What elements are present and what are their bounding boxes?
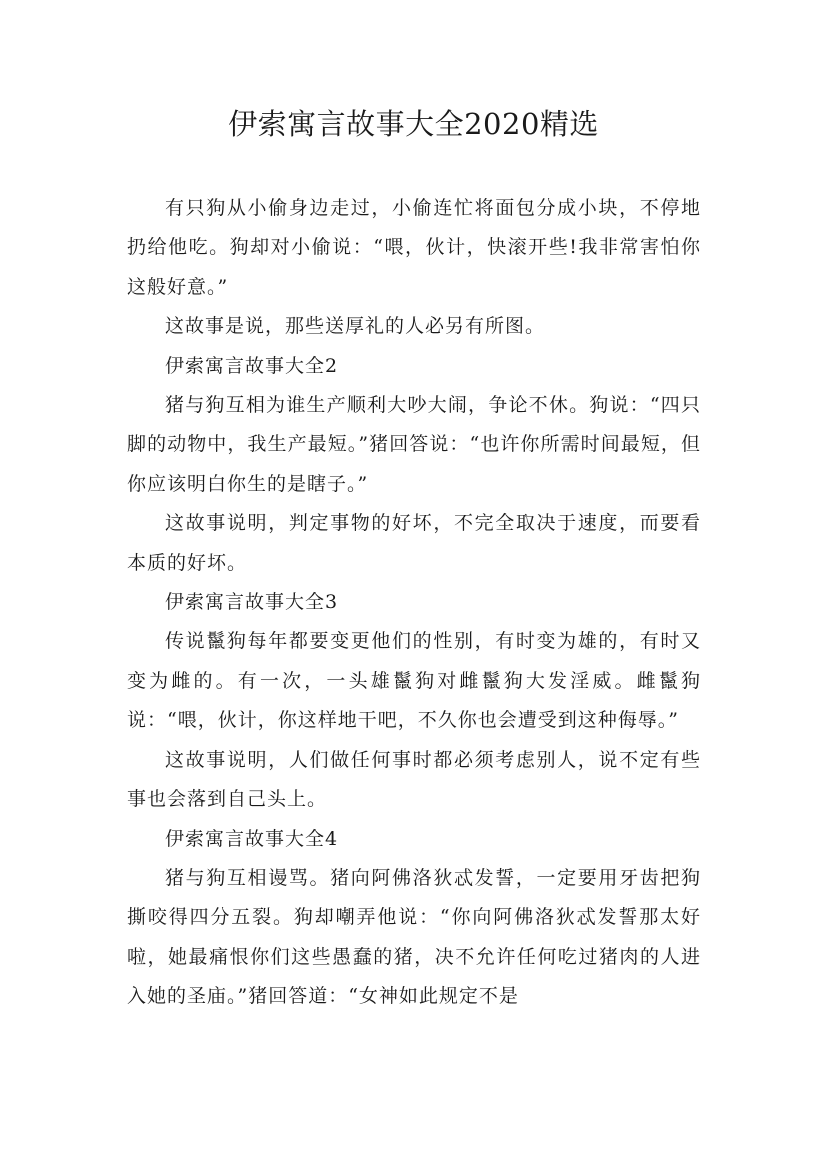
section-heading: 伊索寓言故事大全3 <box>165 591 339 614</box>
document-body <box>127 189 701 1017</box>
story-moral: 这故事是说，那些送厚礼的人必另有所图。 <box>165 315 546 338</box>
section-heading: 伊索寓言故事大全4 <box>165 827 339 850</box>
story-paragraph: 猪与狗互相谩骂。猪向阿佛洛狄忒发誓，一定要用牙齿把狗撕咬得四分五裂。狗却嘲弄他说：“你向阿佛洛狄忒发誓那太好啦，她最痛恨你们这些愚蠢的猪，决不允许任何吃过猪肉的人进入她的圣庙。”猪回答道：“女神如此规定不是 <box>127 866 701 1008</box>
story-moral: 这故事说明，人们做任何事时都必须考虑别人，说不定有些事也会落到自己头上。 <box>127 748 701 811</box>
story-moral: 这故事说明，判定事物的好坏，不完全取决于速度，而要看本质的好坏。 <box>127 512 701 574</box>
story-paragraph: 猪与狗互相为谁生产顺利大吵大闹，争论不休。狗说：“四只脚的动物中，我生产最短。”猪回答说：“也许你所需时间最短，但你应该明白你生的是瞎子。” <box>127 394 701 495</box>
section-heading: 伊索寓言故事大全2 <box>165 354 339 377</box>
document-title: 伊索寓言故事大全2020精选 <box>228 107 599 141</box>
story-paragraph: 有只狗从小偷身边走过，小偷连忙将面包分成小块，不停地扔给他吃。狗却对小偷说：“喂，伙计，快滚开些!我非常害怕你这般好意。” <box>127 197 701 298</box>
story-paragraph: 传说鬣狗每年都要变更他们的性别，有时变为雄的，有时又变为雌的。有一次，一头雄鬣狗对雌鬣狗大发淫威。雌鬣狗说：“喂，伙计，你这样地干吧，不久你也会遭受到这种侮辱。” <box>127 630 701 732</box>
